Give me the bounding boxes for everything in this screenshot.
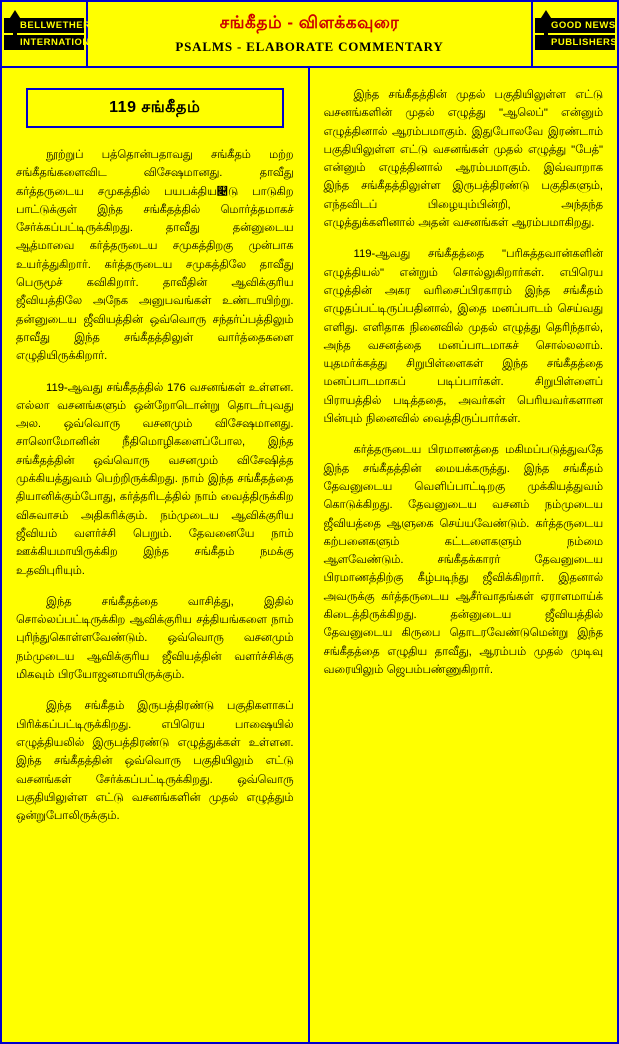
paragraph: இந்த சங்கீதத்தின் முதல் பகுதியிலுள்ள எட்டு வசனங்களின் முதல் எழுத்து "ஆலெப்" என்னும் எழுத்தினால் ஆரம்பமாகும். இதுபோலவே இரண்டாம் பகுதியிலுள்ள எட்டு வசனங்கள் முதல் எழுத்து "பேத்" என்னும் எழுத்தினால் ஆரம்பமாகும். இவ்வாறாக இந்த சங்கீதத்திலுள்ள இருபத்திரண்டு பகுதிகளும், எந்தவிடப் பிழையும்பின்றி, அந்தந்த எழுத்துக்களினால் அதன் வசனங்கள் ஆரம்பமாகிறது. bbox=[323, 89, 603, 230]
good-news-logo-line1: GOOD NEWS bbox=[535, 18, 615, 33]
bellwether-international-logo bbox=[2, 2, 104, 66]
page-title-english: PSALMS - ELABORATE COMMENTARY bbox=[175, 39, 444, 55]
torch-icon bbox=[7, 10, 23, 36]
left-column bbox=[2, 68, 310, 1042]
bellwether-logo-line2: INTERNATIONAL bbox=[4, 35, 84, 50]
paragraph: 119-ஆவது சங்கீதத்தை "பரிசுத்தவான்களின் எழுத்தியல்" என்றும் சொல்லுகிறார்கள். எபிரெய எழுத்தின் அகர வரிசைப்பிரகாரம் இந்த சங்கீதம் எழுதப்பட்டிருப்பதினால், இதை மனப்பாடம் செய்வது எளிது. எளிதாக நினைவில் முதல் எழுத்து தெரிந்தால், அந்த வசனத்தை மனப்பாடமாகச் சொல்லலாம். யுதமர்க்கத்து சிறுபிள்ளைகள் இந்த சங்கீதத்தை மனப்பாடமாகப் படிப்பார்கள். சிறுபிள்ளைப் பிராயத்தில் படித்ததை, அவர்கள் பெரியவர்களான பின்பும் நினைவில் வைத்திருப்பார்கள். bbox=[323, 248, 603, 426]
page-body bbox=[2, 68, 617, 1042]
psalm-heading: 119 சங்கீதம் bbox=[109, 99, 201, 116]
right-column bbox=[310, 68, 618, 1042]
paragraph: இந்த சங்கீதத்தை வாசித்து, இதில் சொல்லப்பட்டிருக்கிற ஆவிக்குரிய சத்தியங்களை நாம் புரிந்துகொள்ளவேண்டும். ஒவ்வொரு வசனமும் நம்முடைய ஆவிக்குரிய ஜீவியத்தின் வளர்ச்சிக்கு மிகவும் பிரயோஜனமாயிருக்கும். bbox=[16, 595, 294, 682]
paragraph: இந்த சங்கீதம் இருபத்திரண்டு பகுதிகளாகப் பிரிக்கப்பட்டிருக்கிறது. எபிரெய பாஷையில் எழுத்தியலில் இருபத்திரண்டு எழுத்துக்கள் உள்ளன. இந்த சங்கீதத்தின் ஒவ்வொரு பகுதியிலும் எட்டு வசனங்கள் சேர்க்கப்பட்டிருக்கிறது. ஒவ்வொரு பகுதியிலுள்ள எட்டு வசனங்களின் முதல் எழுத்தும் ஒன்றுபோலிருக்கும். bbox=[16, 700, 294, 823]
good-news-publishers-logo bbox=[531, 2, 617, 66]
bellwether-logo-line1: BELLWETHER bbox=[4, 18, 84, 33]
torch-icon-right bbox=[538, 10, 554, 36]
page-title-tamil: சங்கீதம் - விளக்கவுரை bbox=[219, 13, 400, 32]
paragraph: நூற்றுப் பத்தொன்பதாவது சங்கீதம் மற்ற சங்கீதங்களைவிட விசேஷமானது. தாவீது கர்த்தருடைய சமுகத்தில் பயபக்திய௄டு பாடுகிற பாட்டுக்குள் இந்த சங்கீதத்தில் மொர்த்தமாகச் சேர்க்கப்பட்டிருக்கிறது. தாவீது தன்னுடைய ஆத்மாவை கர்த்தருடைய சமுகத்திறகு முன்பாக உயர்த்துகிறார். கர்த்தருடைய சமுகத்திலே தாவீது பெருமூச் கவிகிறார். தாவீதின் ஆவிக்குரிய ஜீவியத்திலே அநேக அனுபவங்கள் உண்டாயிற்று. தன்னுடைய ஜீவியத்தின் ஒவ்வொரு சந்தர்ப்பத்திலும் தாவீது இந்த சங்கீதத்திலுள் வார்த்தைகளை எழுதியிருக்கிறார். bbox=[16, 149, 294, 363]
paragraph: 119-ஆவது சங்கீதத்தில் 176 வசனங்கள் உள்ளன. எல்லா வசனங்களும் ஒன்றோடொன்று தொடர்புவது அல. ஒவ்வொரு வசனமும் விசேஷமானது. சாலொமோனின் நீதிமொழிகளைப்போல, இந்த சங்கீதத்தின் ஒவ்வொரு வசனமும் விசேஷித்த முக்கியத்துவம் பெற்றிருக்கிறது. நாம் இந்த சங்கீதத்தை தியானிக்கும்போது, கர்த்தரிடத்தில் நாம் வைத்திருக்கிற விசுவாசம் அதிகரிக்கும். நம்முடைய ஆவிக்குரிய ஜீவியம் வளர்ச்சி பெறும். தேவனையே நாம் ஊக்கியமாயிருக்கிற இந்த சங்கீதம் நமக்கு உதவிபுரியும். bbox=[16, 381, 294, 577]
psalm-heading-box bbox=[26, 88, 284, 128]
page-title bbox=[88, 2, 531, 66]
page-header bbox=[2, 2, 617, 68]
good-news-logo-line2: PUBLISHERS bbox=[535, 35, 615, 50]
paragraph: கர்த்தருடைய பிரமாணத்தை மகிமப்படுத்துவதே இந்த சங்கீதத்தின் மையக்கருத்து. இந்த சங்கீதம் தேவனுடைய வெளிப்பாட்டிறகு முக்கியத்துவம் கொடுக்கிறது. தேவனுடைய வசனம் நம்முடைய ஜீவியத்தை ஆளுகை செய்யவேண்டும். கர்த்தருடைய கற்பனைகளும் கட்டளைகளும் நம்மை ஆளவேண்டும். சங்கீதக்காரர் தேவனுடைய பிரமாணத்திற்கு கீழ்படிந்து ஜீவிக்கிறார். இதனால் அவருக்கு கர்த்தருடைய ஆசீர்வாதங்கள் ஏராளமாய்க் கிடைத்திருக்கிறது. தன்னுடைய ஜீவியத்தில் தேவனுடைய கிருபை தொடரவேண்டுமென்று இந்த சங்கீதத்தை எழுதிய தாவீது, ஆரம்பம் முதல் முடிவு வரையிலும் ஜெபம்பண்ணுகிறார். bbox=[323, 444, 603, 676]
